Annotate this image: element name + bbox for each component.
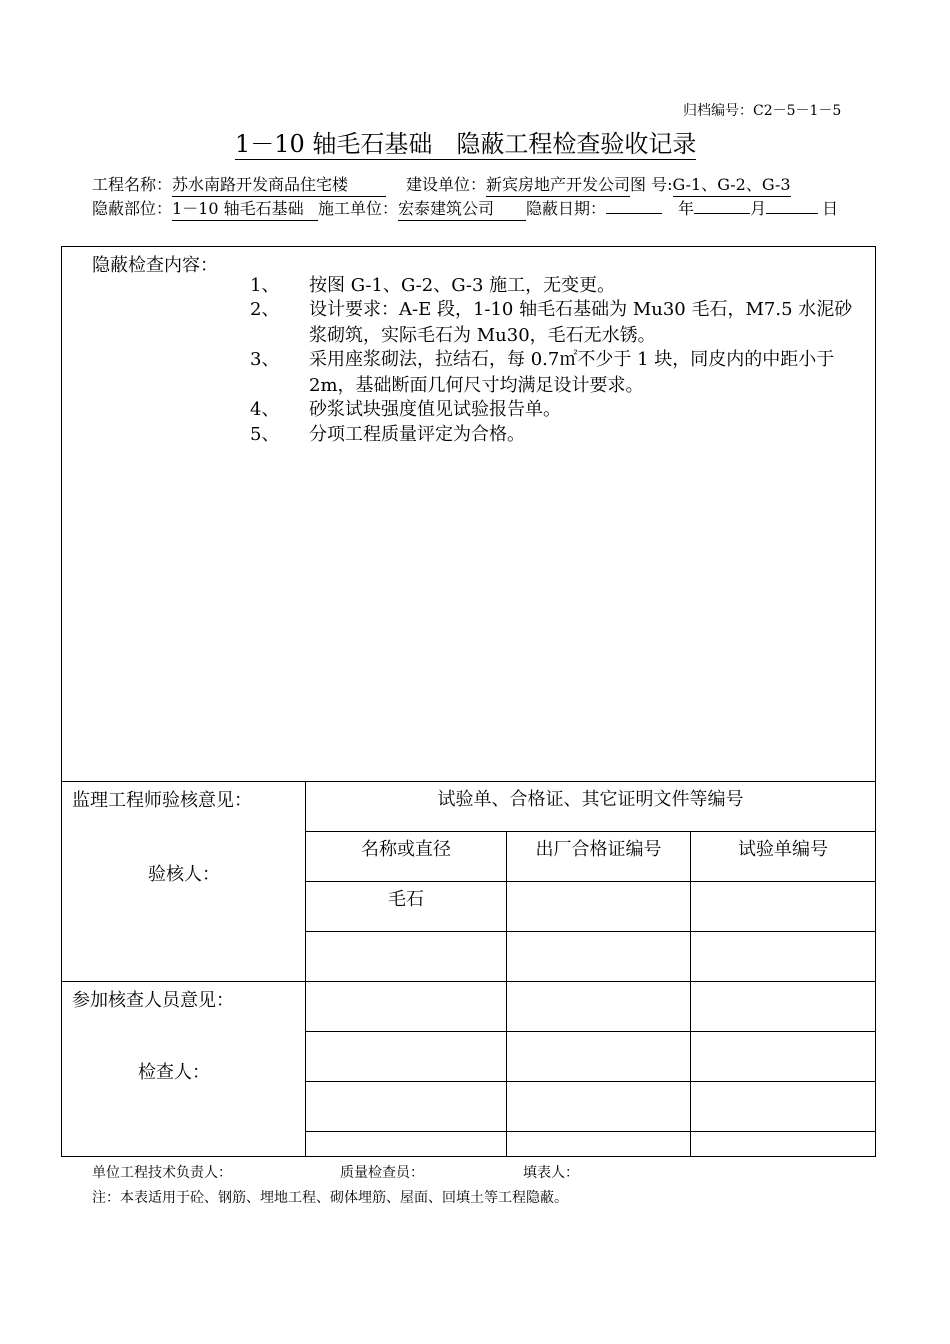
archive-number: 归档编号：C2－5－1－5: [683, 103, 842, 119]
footer-note: 注：本表适用于砼、钢筋、埋地工程、砌体埋筋、屋面、回填土等工程隐蔽。: [92, 1190, 568, 1206]
inspection-table: [61, 246, 876, 1157]
table-cell: [691, 932, 876, 982]
supervisor-cell: [62, 782, 306, 982]
item-text: 采用座浆砌法，拉结石，每 0.7㎡不少于 1 块，同皮内的中距小于 2m，基础断面几何尺寸均满足设计要求。: [309, 349, 835, 396]
date-day-field: [766, 213, 818, 214]
col-header-test: 试验单编号: [691, 832, 876, 882]
supervisor-signer: 验核人：: [148, 864, 220, 885]
part-label: 隐蔽部位：: [92, 199, 173, 218]
drawing-field: G-1、G-2、G-3: [673, 174, 791, 197]
builder-field: 新宾房地产开发公司: [486, 174, 630, 197]
item-text: 按图 G-1、G-2、G-3 施工，无变更。: [309, 275, 616, 296]
date-month-field: [694, 213, 750, 214]
year-label: 年: [678, 199, 695, 218]
table-cell: [691, 1082, 876, 1132]
table-cell: [306, 1082, 507, 1132]
footer-tech-lead: 单位工程技术负责人：: [92, 1165, 232, 1181]
item-number: 5、: [250, 424, 280, 445]
table-cell: 毛石: [306, 882, 507, 932]
table-cell: [507, 1082, 691, 1132]
table-cell: [507, 1132, 691, 1157]
day-label: 日: [822, 199, 839, 218]
table-cell: [306, 1032, 507, 1082]
content-cell: [62, 247, 876, 782]
table-cell: [691, 982, 876, 1032]
supervisor-label: 监理工程师验核意见：: [72, 790, 252, 811]
date-year-field: [606, 213, 662, 214]
item-number: 1、: [250, 275, 280, 296]
project-name-field: 苏水南路开发商品住宅楼: [172, 174, 386, 197]
col-header-name: 名称或直径: [306, 832, 507, 882]
table-cell: [507, 882, 691, 932]
item-text: 砂浆试块强度值见试验报告单。: [309, 399, 561, 420]
footer-filler: 填表人：: [523, 1165, 579, 1181]
participants-cell: [62, 982, 306, 1157]
builder-label: 建设单位：: [406, 175, 487, 194]
contractor-label: 施工单位：: [318, 199, 399, 218]
table-cell: [691, 882, 876, 932]
project-line: [92, 174, 791, 197]
item-number: 4、: [250, 399, 280, 420]
part-field: 1－10 轴毛石基础: [172, 198, 318, 221]
table-cell: [306, 982, 507, 1032]
drawing-label: 图 号:: [630, 175, 673, 194]
item-text: 设计要求：A-E 段，1-10 轴毛石基础为 Mu30 毛石，M7.5 水泥砂浆砌筑，实际毛石为 Mu30，毛石无水锈。: [309, 299, 853, 346]
item-number: 2、: [250, 299, 280, 320]
content-label: 隐蔽检查内容：: [92, 255, 218, 276]
date-label: 隐蔽日期：: [526, 199, 607, 218]
col-header-cert: 出厂合格证编号: [507, 832, 691, 882]
item-number: 3、: [250, 349, 280, 370]
table-cell: [507, 1032, 691, 1082]
project-label: 工程名称：: [92, 175, 173, 194]
table-cell: [507, 982, 691, 1032]
table-cell: [507, 932, 691, 982]
table-cell: [306, 932, 507, 982]
month-label: 月: [750, 199, 767, 218]
part-line: [92, 198, 838, 221]
table-cell: [691, 1032, 876, 1082]
participants-signer: 检查人：: [138, 1062, 210, 1083]
contractor-field: 宏泰建筑公司: [398, 198, 526, 221]
participants-label: 参加核查人员意见：: [72, 990, 234, 1011]
footer-inspector: 质量检查员：: [340, 1165, 424, 1181]
item-text: 分项工程质量评定为合格。: [309, 424, 525, 445]
table-cell: [691, 1132, 876, 1157]
docs-title: 试验单、合格证、其它证明文件等编号: [306, 782, 876, 832]
page-title: 1－10 轴毛石基础 隐蔽工程检查验收记录: [235, 130, 697, 158]
table-cell: [306, 1132, 507, 1157]
